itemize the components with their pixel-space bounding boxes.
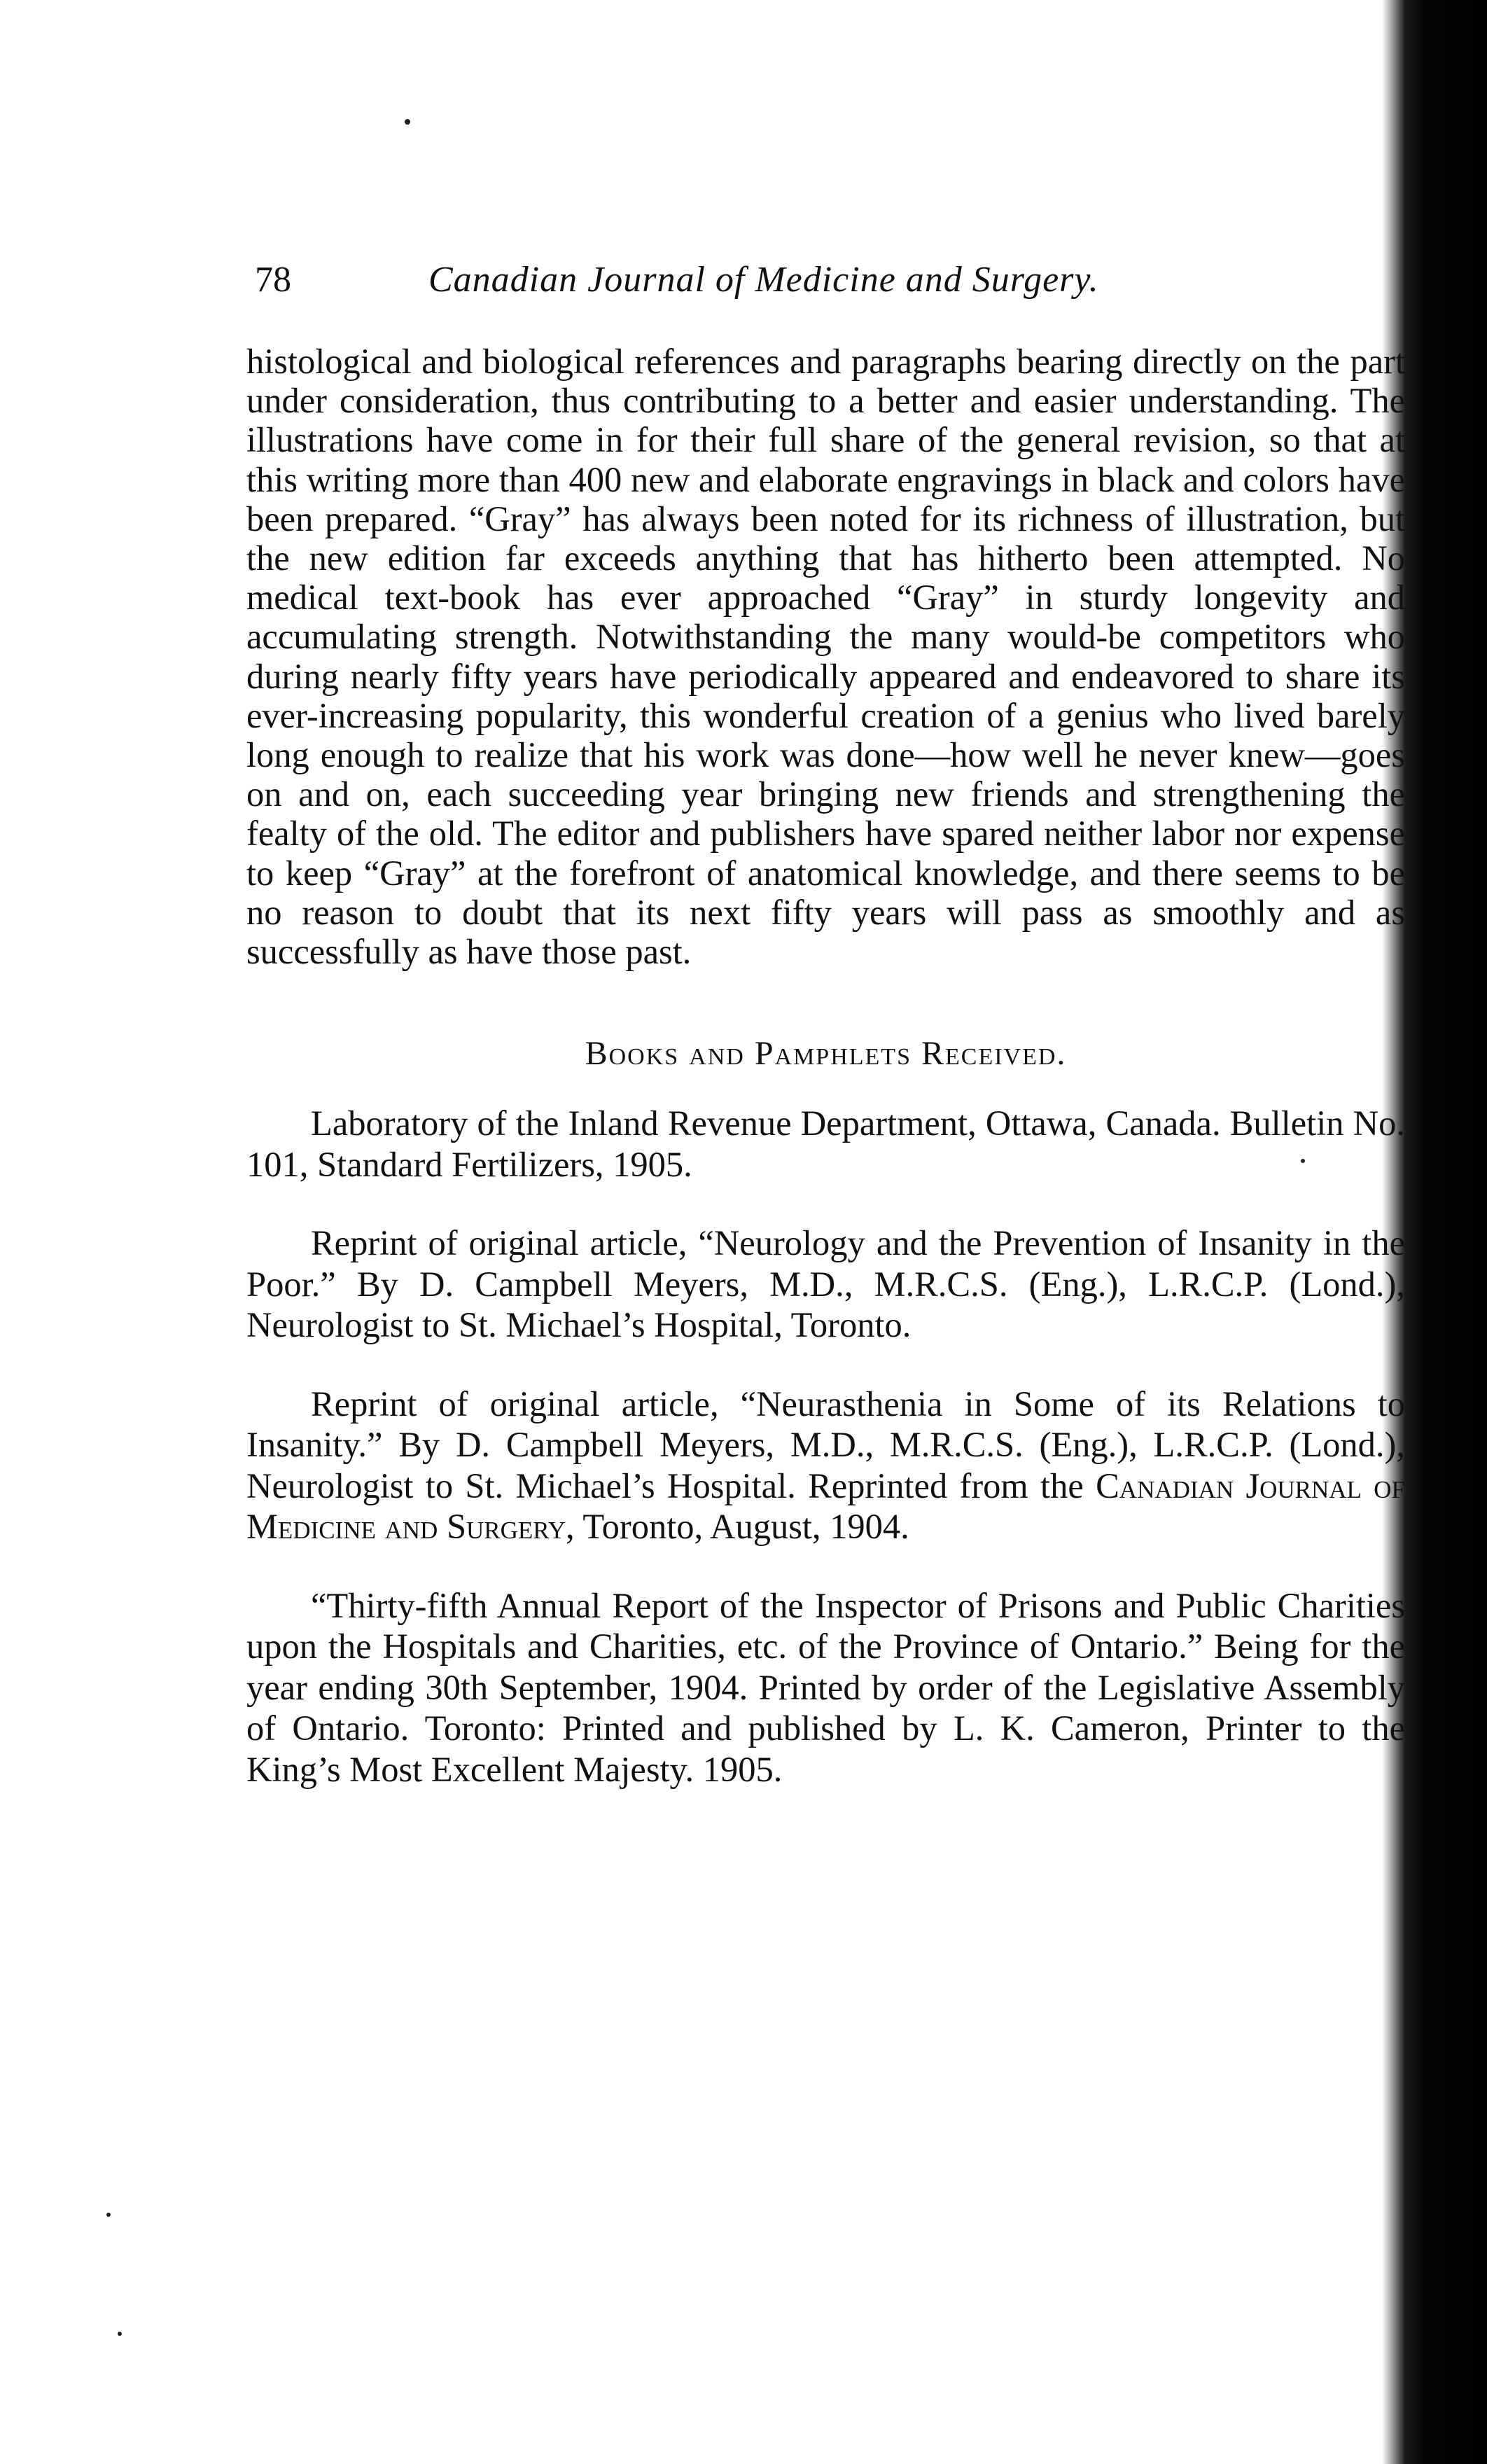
running-head (246, 252, 1405, 308)
page-number: 78 (255, 260, 291, 300)
review-paragraph: histological and biological references and paragraphs bearing directly on the part under consideration, thus contributing to a better and easier understanding. The illustrations have come in for their full share of the general revision, so that at this writing more than 400 new and elaborate engravings in black and colors have been prepared. “Gray” has always been noted for its richness of illustration, but the new edition far exceeds anything that has hitherto been attempted. No medical text-book has ever approached “Gray” in sturdy longevity and accumulating strength. Notwithstanding the many would-be competitors who during nearly fifty years have periodically appeared and endeavored to share its ever-increasing popularity, this wonderful creation of a genius who lived barely long enough to realize that his work was done—how well he never knew—goes on and on, each succeeding year bringing new friends and strengthening the fealty of the old. The editor and publishers have spared neither labor nor expense to keep “Gray” at the forefront of anatomical knowledge, and there seems to be no reason to doubt that its next fifty years will pass as smoothly and as successfully as have those past. (246, 342, 1405, 972)
journal-page (246, 252, 1405, 1828)
entry-text: Toronto, August, 1904. (582, 1507, 909, 1547)
journal-title: Canadian Journal of Medicine and Surgery. (428, 260, 1099, 300)
list-item: “Thirty-fifth Annual Report of the Inspector of Prisons and Public Charities upon the Hospitals and Charities, etc. of the Province of Ontario.” Being for the year ending 30th September, 1904. Printed by order of the Legislative Assembly of Ontario. Toronto: Printed and published by L. K. Cameron, Printer to the King’s Most Excellent Majesty. 1905. (246, 1585, 1405, 1789)
books-received-heading: Books and Pamphlets Received. (585, 1035, 1067, 1073)
list-item (246, 1384, 1405, 1547)
scan-speck (405, 119, 410, 125)
entry-text: Reprint of original article, “Neurasthenia in Some of its Relations to Insanity.” By D. Campbell Meyers, M.D., M.R.C.S. (Eng.), L.R.C.P. (Lond.), Neurologist to St. Michael’s Hospital. Reprinted from the (246, 1384, 1405, 1505)
list-item: Laboratory of the Inland Revenue Department, Ottawa, Canada. Bulletin No. 101, Standard Fertilizers, 1905. (246, 1104, 1405, 1184)
scan-speck (118, 2332, 122, 2336)
review-text (246, 342, 1405, 971)
scan-speck (106, 2213, 111, 2217)
list-item: Reprint of original article, “Neurology and the Prevention of Insanity in the Poor.” By D. Campbell Meyers, M.D., M.R.C.S. (Eng.), L.R.C.P. (Lond.), Neurologist to St. Michael’s Hospital, Toronto. (246, 1223, 1405, 1345)
journal-name: Canadian Journal of Medicine and Surgery, (246, 1466, 1406, 1547)
